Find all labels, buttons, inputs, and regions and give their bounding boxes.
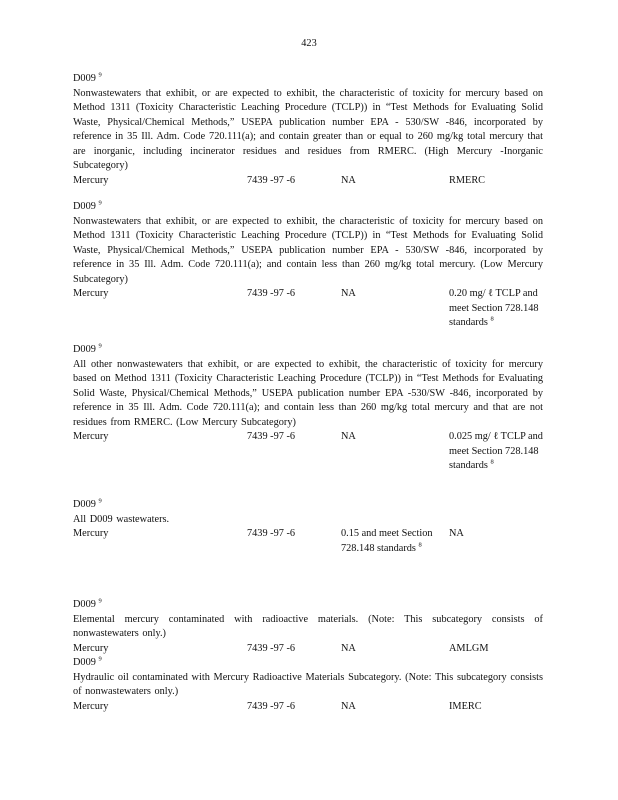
waste-description: Elemental mercury contaminated with radioactive materials. (Note: This subcategory consists of nonwastewaters only.): [73, 613, 543, 639]
footnote-ref: 9: [98, 655, 102, 663]
waste-code: [73, 656, 543, 671]
footnote-ref: 8: [490, 315, 494, 323]
nonwastewater-standard: [449, 430, 544, 474]
wastewater-standard: NA: [341, 288, 356, 299]
waste-code-text: D009: [73, 344, 96, 355]
footnote-ref: 8: [490, 458, 494, 466]
nonwastewater-standard: IMERC: [449, 700, 482, 712]
nonwastewater-standard: [449, 287, 544, 331]
constituent-name: Mercury: [73, 528, 109, 539]
cas-number: 7439 -97 -6: [247, 431, 296, 442]
footnote-ref: 8: [418, 541, 422, 549]
footnote-ref: 9: [98, 199, 102, 207]
constituent-row: [73, 642, 543, 657]
constituent-name: Mercury: [73, 174, 109, 186]
waste-entry: [73, 72, 543, 188]
constituent-name: Mercury: [73, 431, 109, 442]
waste-code-text: D009: [73, 201, 96, 212]
waste-entry: [73, 497, 543, 554]
waste-code-text: D009: [73, 657, 96, 668]
waste-description: Nonwastewaters that exhibit, or are expected to exhibit, the characteristic of toxicity for mercury based on Method 1311 (Toxicity Characteristic Leaching Procedure (TCLP)) in “Test Methods for Evaluating Solid Waste, Physical/Chemical Methods,” USEPA publication number EPA - 530/SW -846, incorporated by reference in 35 Ill. Adm. Code 720.111(a); and contain less than 260 mg/kg total mercury. (Low Mercury Subcategory): [73, 215, 543, 285]
waste-code-text: D009: [73, 73, 96, 84]
waste-code: [73, 498, 543, 513]
waste-code-text: D009: [73, 499, 96, 510]
waste-description: Hydraulic oil contaminated with Mercury Radioactive Materials Subcategory. (Note: This subcategory consists of nonwastewaters only.): [73, 671, 543, 697]
cas-number: 7439 -97 -6: [247, 528, 296, 539]
constituent-row: [73, 174, 543, 189]
wastewater-standard: NA: [341, 174, 356, 186]
nonwastewater-standard: RMERC: [449, 174, 486, 186]
wastewater-standard: NA: [341, 431, 356, 442]
footnote-ref: 9: [98, 597, 102, 605]
constituent-row: [73, 287, 543, 328]
constituent-name: Mercury: [73, 288, 109, 299]
cas-number: 7439 -97 -6: [247, 642, 296, 654]
waste-code-text: D009: [73, 599, 96, 610]
nonwastewater-standard-text: 0.025 mg/ ℓ TCLP and meet Section 728.148 standards: [449, 431, 543, 471]
cas-number: 7439 -97 -6: [247, 174, 296, 186]
constituent-row: [73, 527, 543, 554]
waste-code: [73, 343, 543, 358]
constituent-name: Mercury: [73, 700, 109, 712]
wastewater-standard: NA: [341, 700, 356, 712]
nonwastewater-standard-text: 0.20 mg/ ℓ TCLP and meet Section 728.148 standards: [449, 288, 539, 328]
waste-entry: [73, 342, 543, 471]
constituent-row: [73, 430, 543, 471]
cas-number: 7439 -97 -6: [247, 700, 296, 712]
nonwastewater-standard: NA: [449, 528, 464, 539]
waste-entry: [73, 199, 543, 328]
footnote-ref: 9: [98, 71, 102, 79]
waste-description: Nonwastewaters that exhibit, or are expected to exhibit, the characteristic of toxicity for mercury based on Method 1311 (Toxicity Characteristic Leaching Procedure (TCLP)) in “Test Methods for Evaluating Solid Waste, Physical/Chemical Methods,” USEPA publication number EPA - 530/SW -846, incorporated by reference in 35 Ill. Adm. Code 720.111(a); and contain greater than or equal to 260 mg/kg total mercury that are inorganic, including incinerator residues and residues from RMERC. (High Mercury -Inorganic Subcategory): [73, 87, 543, 171]
waste-code: [73, 72, 543, 87]
waste-code: [73, 200, 543, 215]
waste-entry: [73, 656, 543, 714]
waste-code: [73, 598, 543, 613]
wastewater-standard: [341, 527, 441, 556]
wastewater-standard-text: 0.15 and meet Section 728.148 standards: [341, 528, 433, 554]
footnote-ref: 9: [98, 342, 102, 350]
footnote-ref: 9: [98, 497, 102, 505]
constituent-row: [73, 700, 543, 715]
nonwastewater-standard: AMLGM: [449, 642, 489, 654]
wastewater-standard: NA: [341, 642, 356, 654]
waste-entry: [73, 598, 543, 656]
constituent-name: Mercury: [73, 642, 109, 654]
cas-number: 7439 -97 -6: [247, 288, 296, 299]
page-number: 423: [301, 38, 317, 49]
waste-description: All other nonwastewaters that exhibit, or are expected to exhibit, the characteristic of toxicity for mercury based on Method 1311 (Toxicity Characteristic Leaching Procedure (TCLP)) in “Test Methods for Evaluating Solid Waste, Physical/Chemical Methods,” USEPA publication number EPA -530/SW -846, incorporated by reference in 35 Ill. Adm. Code 720.111(a); and contain less than 260 mg/kg total mercury and that are not residues from RMERC. (Low Mercury Subcategory): [73, 358, 543, 428]
waste-description: All D009 wastewaters.: [73, 513, 170, 525]
